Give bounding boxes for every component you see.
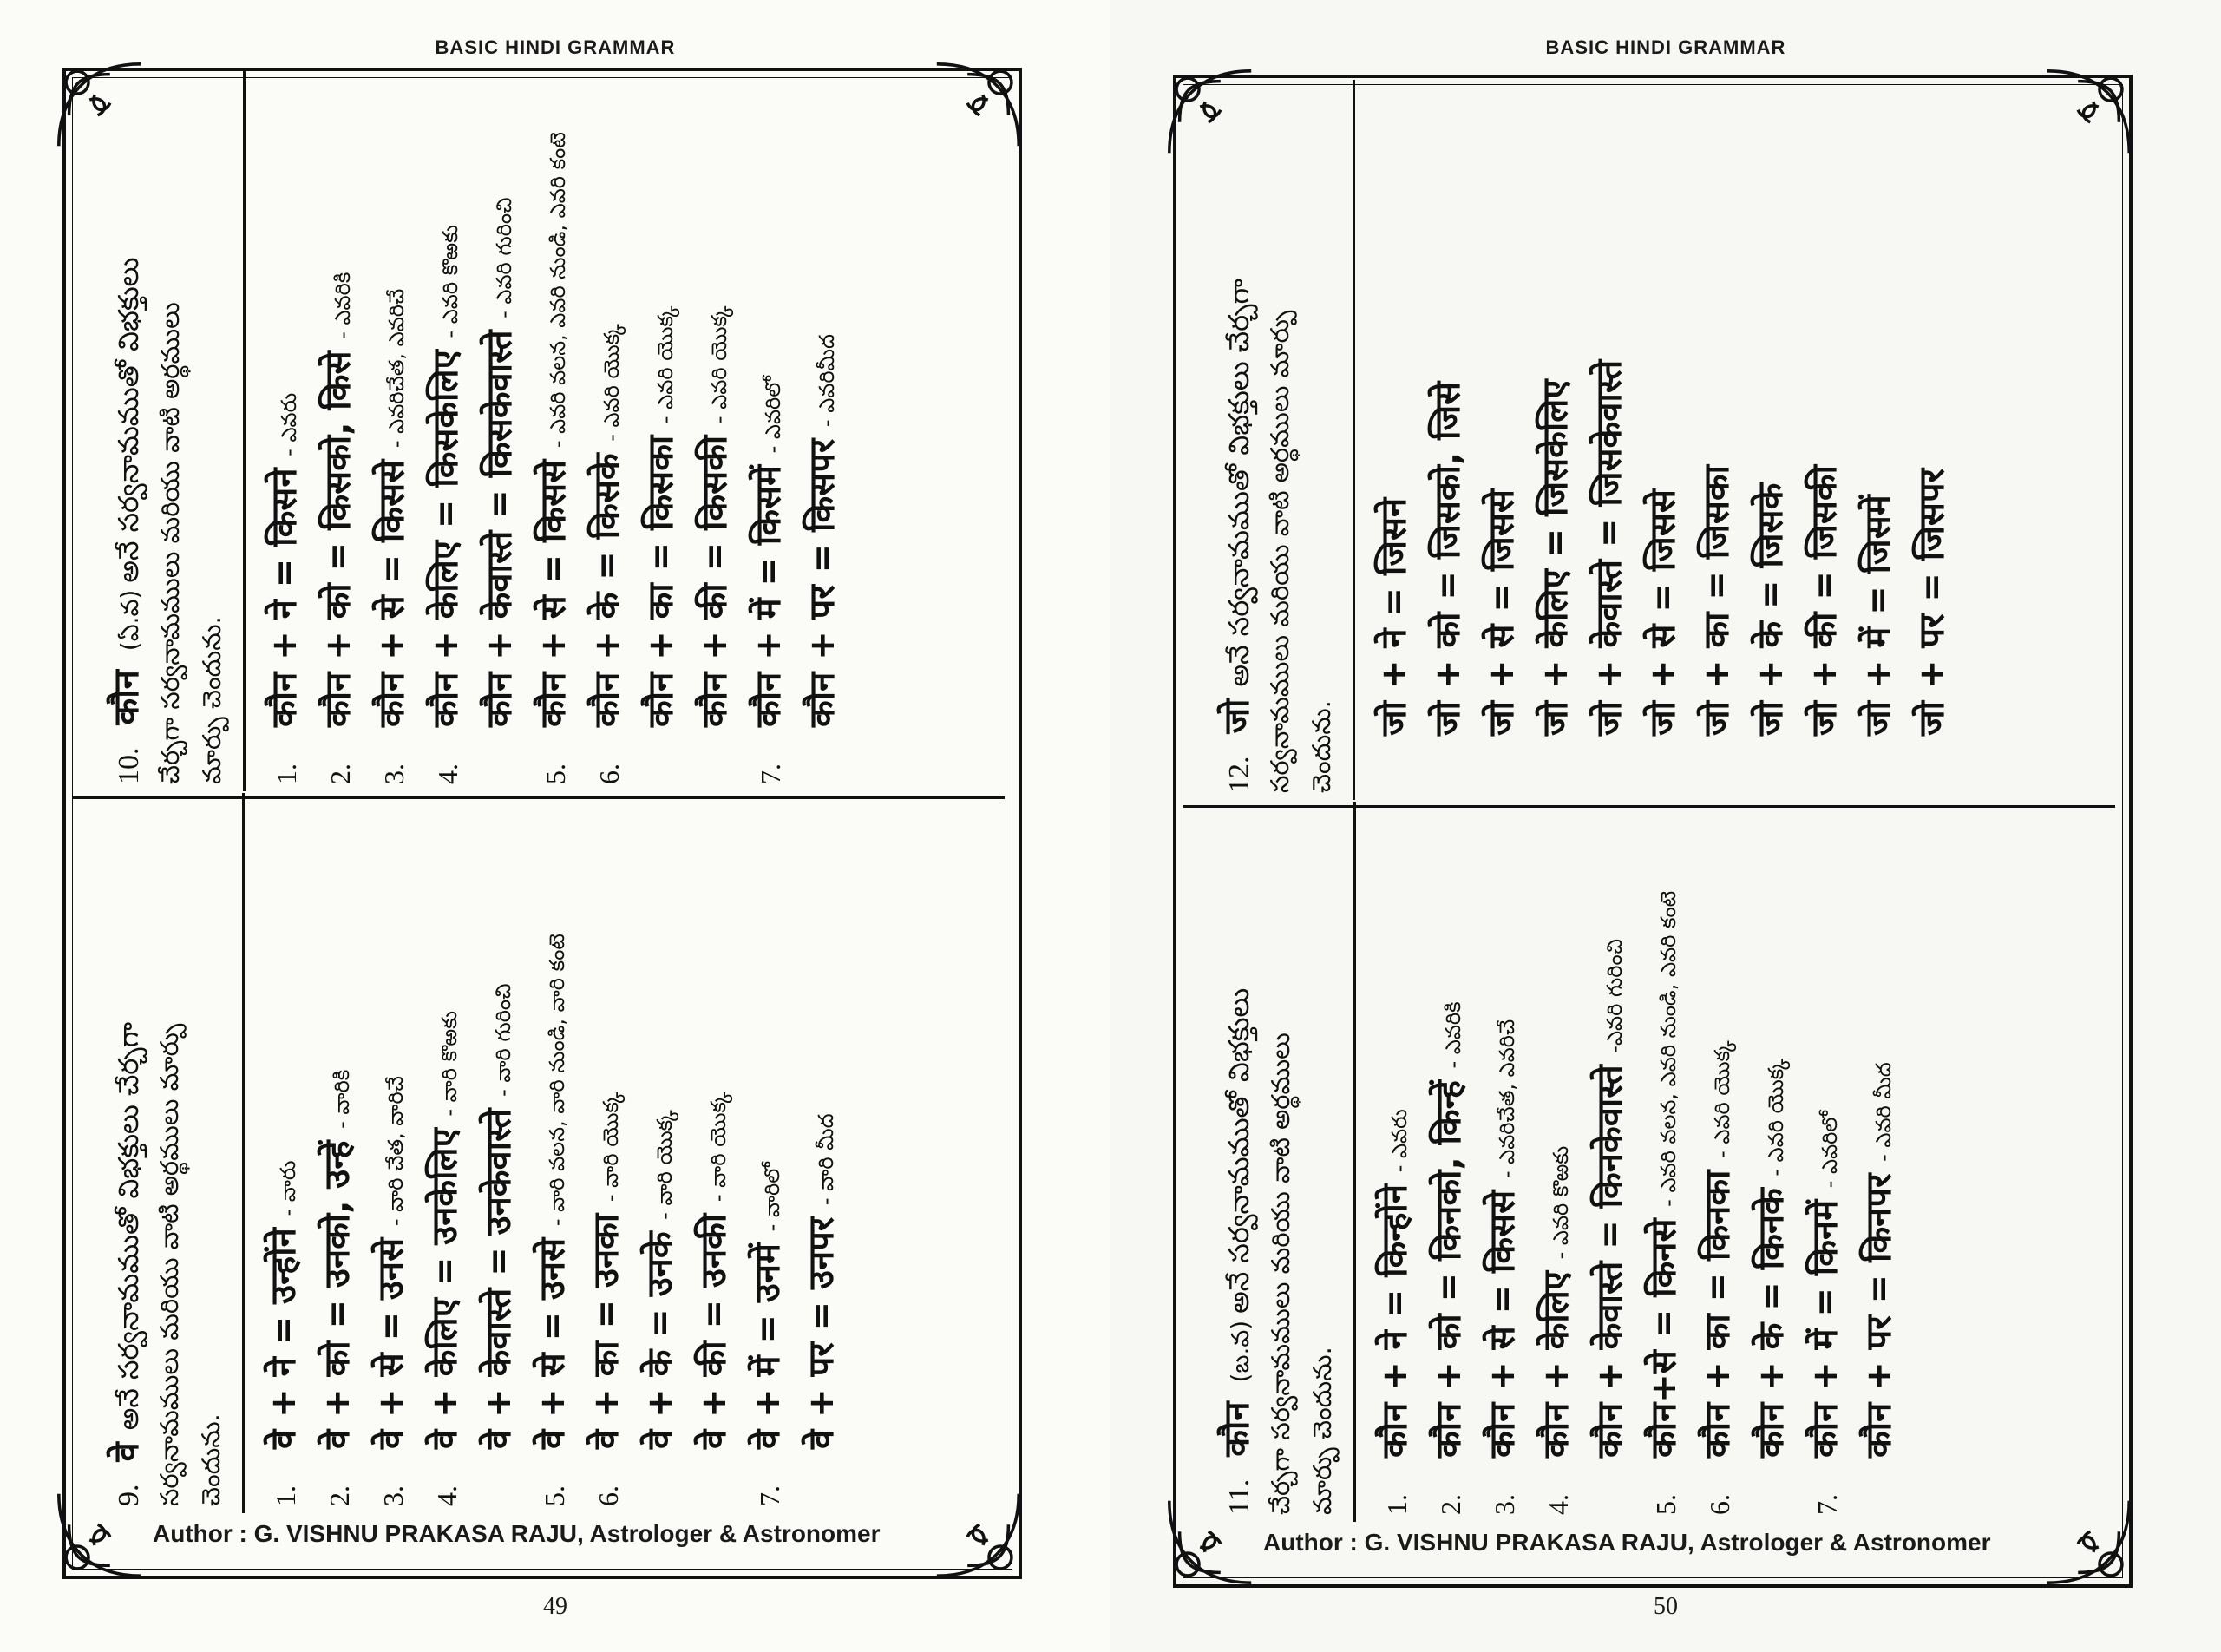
- row-gloss: - వారి యొక్క: [652, 1110, 677, 1227]
- row-gloss: - ఎవరి యొక్క: [1764, 1059, 1788, 1183]
- section-number: 10.: [113, 747, 145, 784]
- page-number: 50: [1654, 1593, 1678, 1620]
- section-11: [1217, 890, 1899, 1516]
- conjugation-row: [1745, 802, 1798, 1515]
- row-formula: वे + केवास्ते = उनकेवास्ते: [479, 1108, 519, 1449]
- conjugation-row: [741, 793, 795, 1506]
- row-formula: कौन + में = किनमें: [1805, 1199, 1845, 1458]
- section-qualifier: (ఏ.వ): [115, 589, 144, 652]
- row-formula: कौन + केवास्ते = किसकेवास्ते: [480, 330, 520, 727]
- section-number: 9.: [113, 1484, 145, 1506]
- conjugation-row: [527, 71, 580, 784]
- section-desc-line: చేర్చగా సర్వనామములు మరియు వాటి అర్థములు: [1266, 1032, 1295, 1515]
- row-number: 7.: [1812, 1494, 1843, 1515]
- conjugation-row: [418, 793, 472, 1506]
- conjugation-row: [1530, 802, 1583, 1515]
- row-formula: कौन + से = किससे: [1483, 1190, 1523, 1458]
- conjugation-row: [1798, 802, 1852, 1515]
- conjugation-row: [473, 71, 527, 784]
- row-gloss: - వారి మీద: [814, 1113, 838, 1212]
- row-formula: जो + को = जिसको, जिसे: [1428, 381, 1468, 736]
- conjugation-row: [1422, 802, 1476, 1515]
- row-gloss: - ఎవరిలో: [761, 376, 785, 461]
- row-formula: वे + ने = उन्होंने: [264, 1228, 304, 1449]
- row-formula: कौन + से = किससे: [534, 459, 573, 727]
- conjugation-row: [1368, 802, 1422, 1515]
- row-formula: कौन + में = किसमें: [749, 465, 789, 727]
- conjugation-row: [364, 793, 418, 1506]
- row-formula: कौन + केलिए: [1536, 1271, 1576, 1458]
- conjugation-row: [796, 71, 849, 784]
- row-number: 6.: [1704, 1494, 1735, 1515]
- conjugation-row: [526, 793, 580, 1506]
- row-gloss: - వారిలో: [760, 1162, 784, 1239]
- row-gloss: - వారి యొక్క: [599, 1092, 623, 1209]
- row-formula: कौन + ने = किन्होंने: [1375, 1183, 1415, 1458]
- row-gloss: - వారి యొక్క: [706, 1092, 731, 1209]
- row-formula: कौन + के = किसके: [587, 453, 627, 727]
- row-formula: कौन + का = किसका: [641, 435, 681, 727]
- row-formula: कौन + से = किससे: [372, 459, 412, 727]
- row-gloss: - ఎవరి యొక్క: [653, 305, 678, 430]
- row-formula: जो + केवास्ते = जिसकेवास्ते: [1589, 359, 1629, 736]
- section-title: [1218, 80, 1259, 793]
- row-number: 7.: [755, 764, 786, 784]
- row-formula: वे + से = उनसे: [533, 1237, 573, 1449]
- row-gloss: - ఎవరి కొఱకు: [1549, 1145, 1573, 1267]
- conjugation-row: [1798, 80, 1851, 793]
- section-rule: [243, 71, 246, 791]
- section-rule: [1353, 80, 1355, 800]
- section-desc-line: అనే సర్వనామముతో విభక్తులు చేర్చగా: [112, 1021, 145, 1431]
- section-desc-line: మార్పు చెందును.: [1307, 1347, 1337, 1515]
- conjugation-row: [580, 793, 633, 1506]
- row-formula: जो + से = जिससे: [1643, 489, 1683, 736]
- author-line: Author : G. VISHNU PRAKASA RAJU, Astrologer & Astronomer: [146, 1520, 888, 1548]
- row-number: 1.: [270, 1485, 301, 1506]
- row-gloss: - ఎవరి వలన, ఎవరి నుండి, ఎవరి కంటె: [546, 132, 570, 455]
- corner-ornament-icon: [2037, 1491, 2139, 1593]
- section-title: [108, 793, 148, 1506]
- conjugation-row: [688, 71, 742, 784]
- conjugation-row: [1583, 802, 1637, 1515]
- conjugation-row: [1744, 80, 1798, 793]
- conjugation-row: [1637, 802, 1691, 1515]
- conjugation-row: [1367, 80, 1421, 793]
- row-gloss: - వారి చేత, వారిచే: [383, 1076, 408, 1233]
- conjugation-row: [311, 793, 364, 1506]
- row-formula: कौन + का = किनका: [1698, 1170, 1738, 1458]
- section-rule: [242, 793, 245, 1513]
- row-formula: वे + को = उनको, उन्हें: [318, 1140, 357, 1449]
- author-line: Author : G. VISHNU PRAKASA RAJU, Astrologer & Astronomer: [1256, 1529, 1998, 1557]
- row-formula: कौन + को = किनको, किन्हें: [1429, 1080, 1469, 1458]
- running-header: BASIC HINDI GRAMMAR: [435, 36, 676, 58]
- conjugation-row: [1691, 802, 1745, 1515]
- row-gloss: - ఎవరి వలన, ఎవరి నుండి, ఎవరి కంటె: [1656, 890, 1680, 1214]
- section-keyword: कौन: [107, 670, 147, 725]
- conjugation-row: [580, 71, 634, 784]
- row-formula: कौन + के = किनके: [1752, 1188, 1792, 1458]
- left-page: [0, 0, 1110, 1652]
- running-header: BASIC HINDI GRAMMAR: [1545, 36, 1786, 58]
- row-number: 3.: [1489, 1494, 1520, 1515]
- row-number: 2.: [324, 764, 356, 784]
- section-desc-line: అనే సర్వనామముతో విభక్తులు చేర్చగా: [1222, 279, 1255, 687]
- row-formula: वे + का = उनका: [586, 1213, 626, 1449]
- section-12: [1217, 279, 1952, 794]
- row-formula: जो + के = जिसके: [1751, 482, 1791, 736]
- row-formula: कौन + पर = किसपर: [803, 438, 842, 727]
- conjugation-row: [472, 793, 526, 1506]
- row-gloss: - ఎవరికి: [331, 272, 355, 346]
- row-formula: वे + में = उनमें: [748, 1243, 788, 1449]
- row-formula: वे + पर = उनपर: [802, 1216, 842, 1449]
- corner-ornament-icon: [2037, 61, 2139, 163]
- conjugation-row: [1636, 80, 1690, 793]
- section-title: [108, 71, 149, 784]
- row-number: 4.: [432, 764, 463, 784]
- row-gloss: - ఎవరి మీద: [1871, 1062, 1896, 1169]
- section-rule: [1353, 802, 1356, 1522]
- conjugation-row: [258, 71, 311, 784]
- row-formula: कौन + की = किसकी: [695, 435, 735, 727]
- row-formula: कौन + ने = किसने: [265, 468, 305, 727]
- row-formula: कौन + केलिए = किसकेलिए: [426, 350, 466, 727]
- row-gloss: - ఎవరి కొఱకు: [438, 225, 462, 345]
- rows-section-9: [257, 793, 848, 1506]
- row-gloss: - ఎవరికి: [1441, 1001, 1465, 1076]
- row-formula: वे + की = उनकी: [694, 1213, 734, 1449]
- section-desc-line: సర్వనామములు మరియు వాటి అర్థములు మార్పు: [1265, 310, 1294, 793]
- conjugation-row: [687, 793, 741, 1506]
- row-gloss: - ఎవరిచేత, ఎవరిచే: [1495, 1019, 1519, 1185]
- conjugation-row: [1421, 80, 1475, 793]
- conjugation-row: [1852, 802, 1906, 1515]
- conjugation-row: [311, 71, 365, 784]
- row-formula: वे + केलिए = उनकेलिए: [425, 1128, 465, 1449]
- corner-ornament-icon: [927, 54, 1029, 156]
- conjugation-row: [634, 71, 688, 784]
- rows-section-11: [1368, 802, 1906, 1515]
- row-formula: जो + की = जिसकी: [1805, 464, 1844, 736]
- row-gloss: - ఎవరి యొక్క: [599, 324, 624, 449]
- rows-section-10: [258, 71, 849, 784]
- row-formula: जो + केलिए = जिसकेलिए: [1536, 379, 1576, 736]
- section-number: 11.: [1223, 1478, 1255, 1515]
- row-formula: वे + के = उनके: [640, 1231, 680, 1449]
- section-desc-line: అనే సర్వనామముతో విభక్తులు: [1222, 987, 1255, 1314]
- section-keyword: वे: [107, 1442, 147, 1462]
- conjugation-row: [1582, 80, 1636, 793]
- row-gloss: - ఎవరిలో: [1818, 1110, 1842, 1195]
- row-gloss: - ఎవరిమీద: [815, 334, 839, 434]
- row-gloss: - ఎవరి యొక్క: [707, 305, 731, 430]
- row-number: 7.: [754, 1485, 785, 1506]
- row-formula: कौन+से = किनसे: [1644, 1218, 1684, 1458]
- row-number: 3.: [378, 764, 409, 784]
- row-formula: जो + में = जिसमें: [1858, 495, 1898, 736]
- row-formula: कौन + को = किसको, किसे: [318, 351, 358, 727]
- conjugation-row: [419, 71, 473, 784]
- section-keyword: जो: [1217, 698, 1257, 734]
- row-gloss: - వారు: [276, 1160, 300, 1223]
- conjugation-row: [1475, 80, 1529, 793]
- conjugation-row: [795, 793, 848, 1506]
- conjugation-row: [633, 793, 687, 1506]
- corner-ornament-icon: [927, 1484, 1029, 1586]
- conjugation-row: [1476, 802, 1530, 1515]
- conjugation-row: [742, 71, 796, 784]
- section-desc-line: చేర్చగా సర్వనామములు మరియు వాటి అర్థములు: [155, 302, 185, 784]
- row-gloss: -ఎవరి గురించి: [1602, 938, 1627, 1060]
- row-formula: कौन + पर = किनपर: [1859, 1173, 1899, 1458]
- section-desc-line: చెందును.: [1307, 700, 1336, 793]
- row-number: 4.: [1543, 1494, 1574, 1515]
- row-gloss: - ఎవరిచేత, ఎవరిచే: [384, 288, 409, 455]
- conjugation-row: [365, 71, 419, 784]
- row-number: 2.: [1435, 1494, 1466, 1515]
- row-gloss: - వారి వలన, వారి నుండి, వారి కంటె: [545, 934, 569, 1233]
- row-number: 5.: [539, 1485, 570, 1506]
- rows-section-12: [1367, 80, 1959, 793]
- row-formula: कौन + केवास्ते = किनकेवास्ते: [1590, 1065, 1630, 1458]
- conjugation-row: [1690, 80, 1744, 793]
- row-number: 6.: [593, 764, 625, 784]
- section-desc-line: మార్పు చెందును.: [197, 616, 226, 784]
- section-desc-line: అనే సర్వనామముతో విభక్తులు: [112, 257, 145, 583]
- row-number: 4.: [431, 1485, 462, 1506]
- conjugation-row: [1851, 80, 1905, 793]
- conjugation-row: [1529, 80, 1582, 793]
- row-gloss: - వారి గురించి: [491, 983, 515, 1104]
- section-desc-line: సర్వనామములు మరియు వాటి అర్థములు మార్పు: [154, 1023, 184, 1506]
- page-number: 49: [543, 1593, 567, 1620]
- row-number: 1.: [271, 764, 302, 784]
- row-gloss: - వారి కొఱకు: [437, 1011, 462, 1124]
- conjugation-row: [1905, 80, 1959, 793]
- section-desc-line: చెందును.: [196, 1413, 226, 1506]
- conjugation-row: [257, 793, 311, 1506]
- row-gloss: - ఎవరు: [277, 392, 301, 463]
- row-number: 5.: [540, 764, 571, 784]
- right-page: [1110, 0, 2221, 1652]
- row-number: 1.: [1381, 1494, 1412, 1515]
- row-gloss: - ఎవరి గురించి: [492, 197, 516, 325]
- row-formula: जो + से = जिससे: [1482, 489, 1522, 736]
- section-keyword: कौन: [1217, 1401, 1257, 1457]
- row-number: 2.: [324, 1485, 355, 1506]
- row-formula: जो + पर = जिसपर: [1912, 468, 1952, 736]
- section-number: 12.: [1223, 756, 1255, 793]
- row-gloss: - ఎవరు: [1387, 1109, 1412, 1179]
- row-formula: जो + ने = जिसने: [1374, 497, 1414, 736]
- row-gloss: - ఎవరి యొక్క: [1710, 1040, 1734, 1165]
- row-formula: जो + का = जिसका: [1697, 464, 1737, 736]
- row-formula: वे + से = उनसे: [371, 1237, 411, 1449]
- section-title: [1218, 802, 1260, 1515]
- row-number: 6.: [593, 1485, 624, 1506]
- row-number: 3.: [377, 1485, 409, 1506]
- section-qualifier: (బ.వ): [1226, 1320, 1255, 1383]
- row-gloss: - వారికి: [330, 1069, 354, 1136]
- row-number: 5.: [1650, 1494, 1681, 1515]
